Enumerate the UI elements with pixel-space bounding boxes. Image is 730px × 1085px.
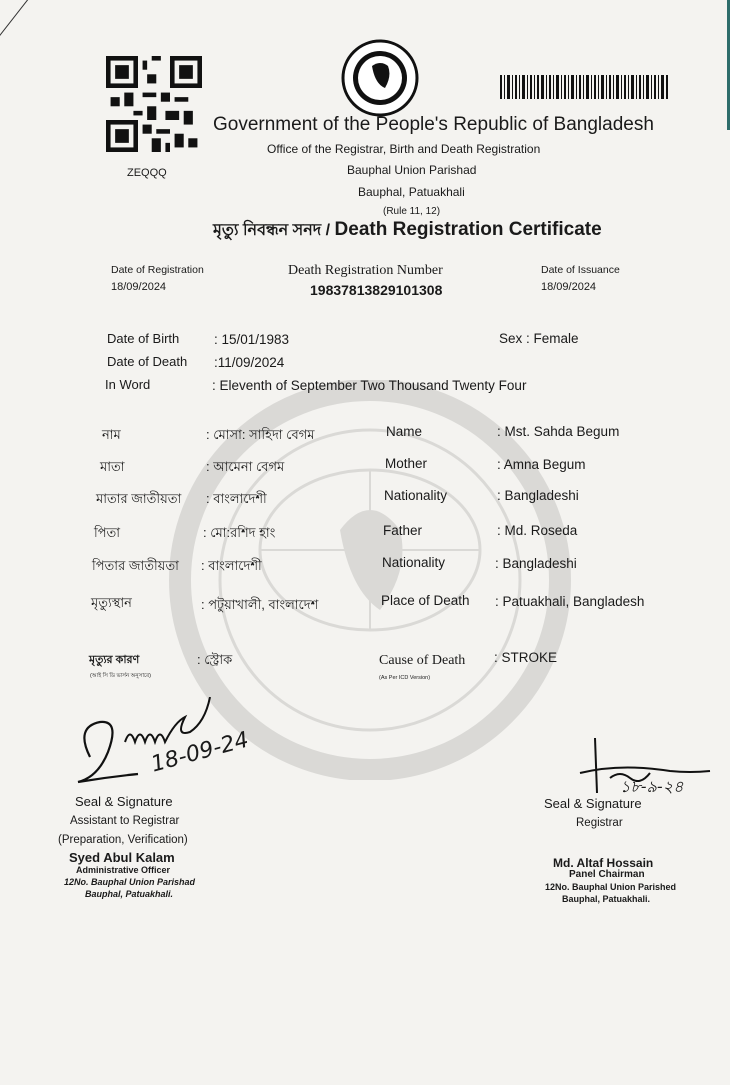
registration-number-label: Death Registration Number [288, 263, 443, 278]
father-nationality-value-bn: : বাংলাদেশী [201, 558, 262, 573]
name-label: Name [386, 424, 423, 439]
father-nationality-label-bn: পিতার জাতীয়তা [92, 558, 179, 573]
assistant-role: Assistant to Registrar [70, 815, 180, 827]
mother-label: Mother [385, 456, 428, 471]
mother-nationality-label-bn: মাতার জাতীয়তা [96, 491, 182, 506]
title-english: Death Registration Certificate [334, 219, 602, 240]
qr-code-icon [106, 56, 202, 152]
registrar-name: Md. Altaf Hossain [553, 856, 654, 870]
left-seal-label: Seal & Signature [75, 794, 173, 809]
union-heading: Bauphal Union Parishad [347, 163, 477, 177]
scan-edge-line [0, 0, 67, 61]
cause-label-bn: মৃত্যুর কারণ [89, 654, 140, 666]
place-of-death-label: Place of Death [381, 593, 470, 608]
registrar-org: 12No. Bauphal Union Parished [545, 882, 677, 892]
name-label-bn: নাম [102, 427, 121, 442]
father-nationality-label: Nationality [382, 555, 446, 570]
registration-date-value: 18/09/2024 [111, 281, 167, 293]
father-value-bn: : মো:রশিদ হাং [203, 525, 276, 540]
assistant-place: Bauphal, Patuakhali. [85, 889, 174, 899]
in-word-value: : Eleventh of September Two Thousand Twenty Four [212, 378, 527, 393]
qr-caption: ZEQQQ [127, 167, 167, 179]
registrar-signature-date: ১৮-৯-২৪ [620, 777, 684, 796]
mother-nationality-value: : Bangladeshi [497, 488, 579, 503]
sex-value: Sex : Female [499, 331, 579, 346]
registrar-place: Bauphal, Patuakhali. [562, 894, 651, 904]
name-value: : Mst. Sahda Begum [497, 424, 620, 439]
assistant-org: 12No. Bauphal Union Parishad [64, 877, 196, 887]
place-of-death-value: : Patuakhali, Bangladesh [495, 594, 645, 609]
assistant-signature-date: 18-09-24 [148, 727, 252, 778]
registration-number-value: 19837813829101308 [310, 282, 443, 298]
death-date-label: Date of Death [107, 354, 188, 369]
registrar-role: Registrar [576, 817, 623, 829]
assistant-role-detail: (Preparation, Verification) [58, 834, 188, 846]
father-value: : Md. Roseda [497, 523, 578, 538]
mother-nationality-label: Nationality [384, 488, 448, 503]
office-heading: Office of the Registrar, Birth and Death Registration [267, 142, 541, 156]
in-word-label: In Word [105, 377, 151, 392]
mother-label-bn: মাতা [100, 459, 125, 474]
cause-value-bn: : স্ট্রোক [197, 652, 233, 667]
place-of-death-value-bn: : পটুয়াখালী, বাংলাদেশ [201, 597, 319, 612]
issuance-date-label: Date of Issuance [541, 264, 620, 276]
right-seal-label: Seal & Signature [544, 796, 642, 811]
government-seal-icon [340, 38, 420, 118]
father-nationality-value: : Bangladeshi [495, 556, 577, 571]
mother-value-bn: : আমেনা বেগম [206, 459, 285, 474]
registrar-title: Panel Chairman [569, 869, 645, 880]
birth-date-label: Date of Birth [107, 331, 180, 346]
assistant-name: Syed Abul Kalam [69, 850, 175, 865]
location-heading: Bauphal, Patuakhali [358, 185, 465, 199]
birth-date-value: : 15/01/1983 [214, 332, 290, 347]
cause-label: Cause of Death [379, 653, 466, 668]
certificate-title [213, 217, 602, 244]
place-of-death-label-bn: মৃত্যুস্থান [91, 595, 132, 610]
mother-nationality-value-bn: : বাংলাদেশী [206, 491, 267, 506]
mother-value: : Amna Begum [497, 457, 586, 472]
father-label-bn: পিতা [94, 525, 121, 540]
cause-value: : STROKE [494, 650, 558, 665]
barcode-icon [500, 75, 668, 99]
name-value-bn: : মোসা: সাহিদা বেগম [206, 427, 315, 442]
death-date-value: :11/09/2024 [214, 355, 285, 370]
registration-date-label: Date of Registration [111, 264, 204, 276]
title-bengali: মৃত্যু নিবন্ধন সনদ / [213, 222, 335, 239]
government-heading: Government of the People's Republic of Bangladesh [213, 114, 654, 135]
cause-note-bn: (আই সি ডি ভার্সন অনুসারে) [90, 673, 151, 679]
issuance-date-value: 18/09/2024 [541, 281, 597, 293]
rule-text: (Rule 11, 12) [383, 206, 441, 217]
assistant-title: Administrative Officer [76, 865, 171, 875]
cause-note: (As Per ICD Version) [379, 675, 431, 681]
father-label: Father [383, 523, 423, 538]
